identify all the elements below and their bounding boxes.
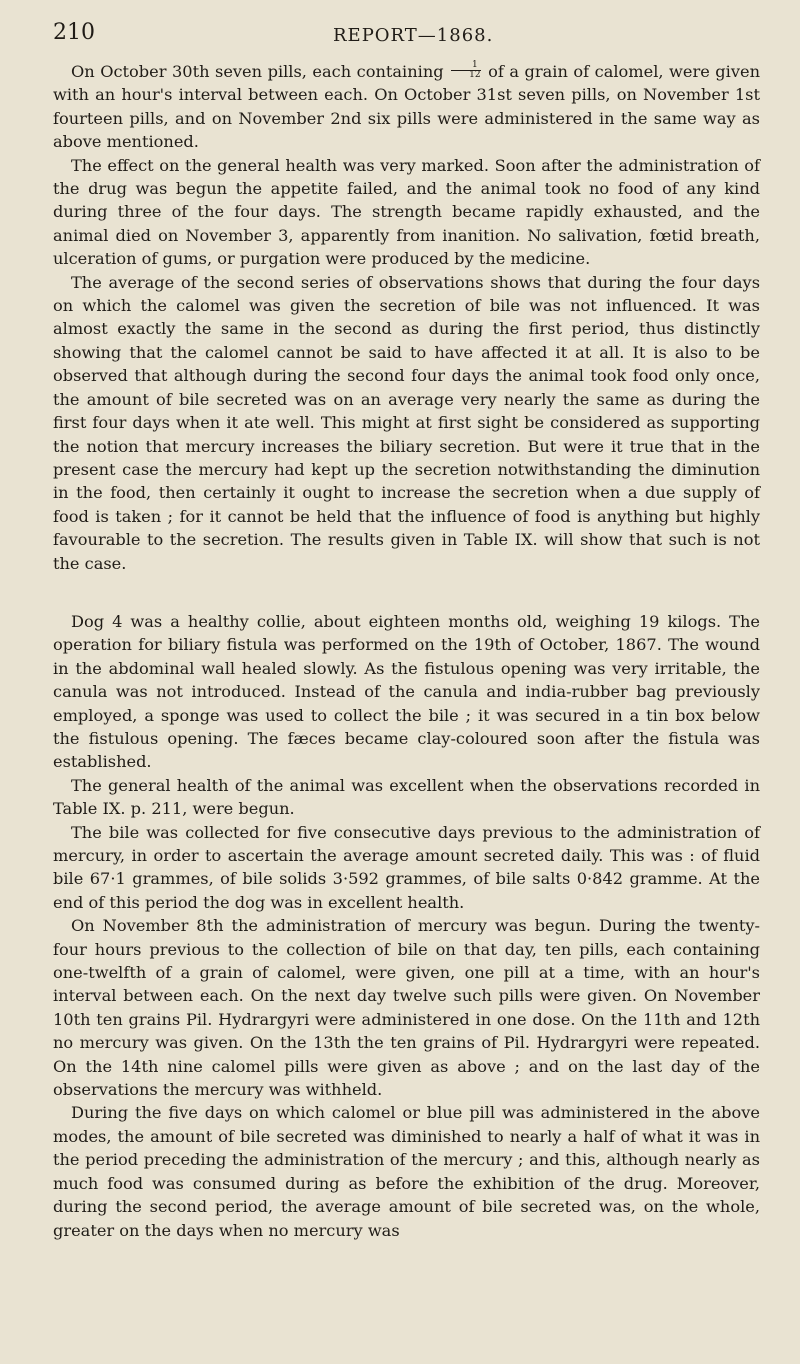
- paragraph-dog-4-health: The general health of the animal was excellent when the observations recorded in Table IX. p. 211, were begun.: [53, 775, 760, 819]
- paragraph-general-health-effect: The effect on the general health was very marked. Soon after the administration of the drug was begun the appetite failed, and the animal took no food of any kind during three of the four days. The strength became rapidly exhausted, and the animal died on November 3, apparently from inanition. No salivation, fœtid breath, ulceration of gums, or purgation were produced by the medicine.: [53, 155, 760, 269]
- running-header: [53, 0, 760, 60]
- paragraph-bile-collection: The bile was collected for five consecutive days previous to the administration of mercury, in order to ascertain the average amount secreted daily. This was : of fluid bile 67·1 grammes, of bile solids 3·592 grammes, of bile salts 0·842 gramme. At the end of this period the dog was in excellent health.: [53, 822, 760, 912]
- paragraph-second-series: The average of the second series of observations shows that during the four days on which the calomel was given the secretion of bile was not influenced. It was almost exactly the same in the second as during the first period, thus distinctly showing that the calomel cannot be said to have affected it at all. It is also to be observed that although during the second four days the animal took food only once, the amount of bile secreted was on an average very nearly the same as during the first four days when it ate well. This might at first sight be considered as supporting the notion that mercury increases the biliary secretion. But were it true that in the present case the mercury had kept up the secretion notwithstanding the diminution in the food, then certainly it ought to increase the secretion when a due supply of food is taken ; for it cannot be held that the influence of food is anything but highly favourable to the secretion. The results given in Table IX. will show that such is not the case.: [53, 272, 760, 573]
- running-title: REPORT—1868.: [333, 25, 494, 46]
- paragraph-bile-diminished: During the five days on which calomel or blue pill was administered in the above modes, the amount of bile secreted was diminished to nearly a half of what it was in the period preceding the administration of the mercury ; and this, although nearly as much food was consumed during as before the exhibition of the drug. Moreover, during the second period, the average amount of bile secreted was, on the whole, greater on the days when no mercury was: [53, 1103, 760, 1240]
- body-text: [53, 60, 760, 1242]
- fraction-one-twelfth: $\frac{1}{12}$: [451, 61, 480, 80]
- page-number: 210: [53, 20, 95, 45]
- paragraph-mercury-administration: On November 8th the administration of mercury was begun. During the twenty-four hours previous to the collection of bile on that day, ten pills, each containing one-twelfth of a grain of calomel, were given, one pill at a time, with an hour's interval between each. On the next day twelve such pills were given. On November 10th ten grains Pil. Hydrargyri were administered in one dose. On the 11th and 12th no mercury was given. On the 13th the ten grains of Pil. Hydrargyri were repeated. On the 14th nine calomel pills were given as above ; and on the last day of the observations the mercury was withheld.: [53, 916, 760, 1100]
- paragraph-calomel-dosage: On October 30th seven pills, each containing $\frac{1}{12}$ of a grain of calomel, were given with an hour's interval between each. On October 31st seven pills, on November 1st fourteen pills, and on November 2nd six pills were administered in the same way as above mentioned.: [53, 60, 760, 152]
- paragraph-dog-4: Dog 4 was a healthy collie, about eighteen months old, weighing 19 kilogs. The operation for biliary fistula was performed on the 19th of October, 1867. The wound in the abdominal wall healed slowly. As the fistulous opening was very irritable, the canula was not introduced. Instead of the canula and india-rubber bag previously employed, a sponge was used to collect the bile ; it was secured in a tin box below the fistulous opening. The fæces became clay-coloured soon after the fistula was established.: [53, 611, 760, 772]
